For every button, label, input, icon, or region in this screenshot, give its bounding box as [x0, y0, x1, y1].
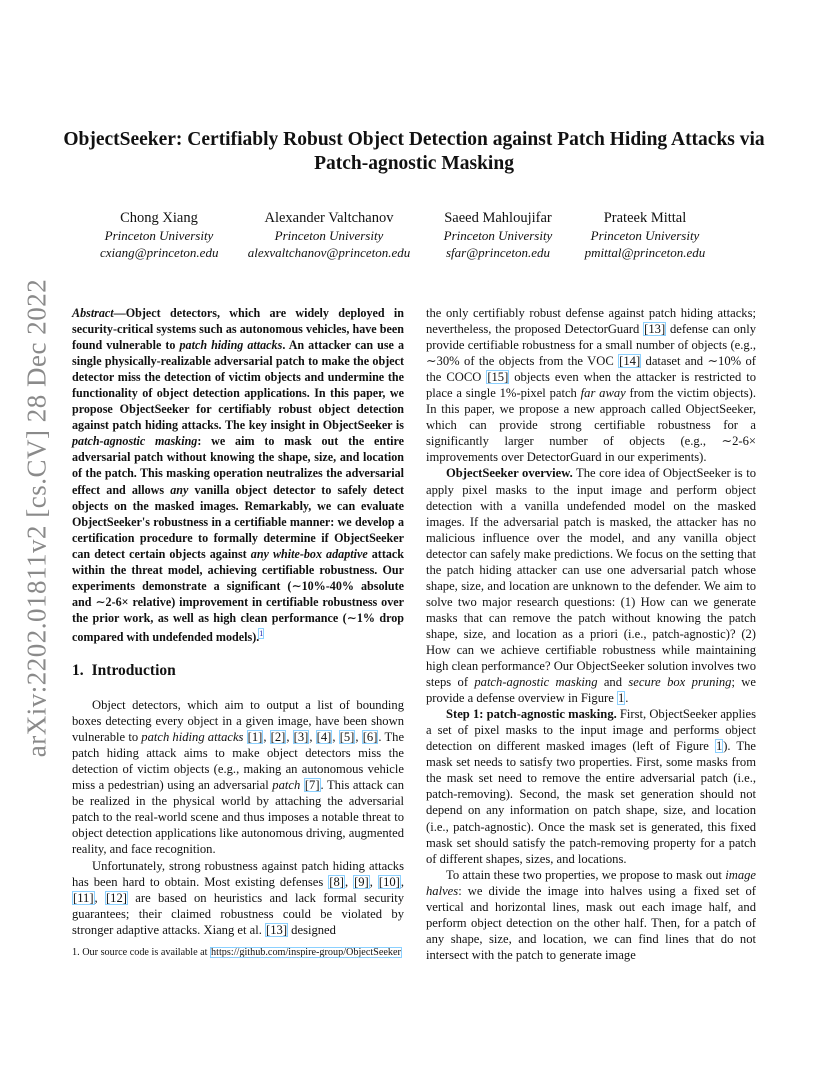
abstract-text: . An attacker can use a single physically-realizable adversarial patch to make the object detector miss the detection of victim objects and undermine the functionality of object detection applications. In this paper, we propose ObjectSeeker for certifiably robust object detection against patch hiding attacks. The key insight in ObjectSeeker is: [72, 338, 404, 433]
citation-link[interactable]: [13]: [644, 322, 666, 337]
paragraph-text: defense can only provide certifiable robustness for a small number of objects (e.g., ∼30% of the objects from the VOC: [426, 322, 756, 369]
citation-link[interactable]: [11]: [73, 890, 94, 905]
author-email: sfar@princeton.edu: [445, 245, 551, 260]
right-column: [426, 305, 756, 963]
source-code-link[interactable]: https://github.com/inspire-group/ObjectSeeker: [211, 947, 401, 958]
author-affiliation: Princeton University: [274, 228, 384, 243]
emphasis: patch hiding attacks: [141, 730, 244, 745]
run-in-heading: ObjectSeeker overview.: [446, 466, 573, 481]
emphasis: far away: [580, 386, 626, 401]
citation-link[interactable]: [9]: [354, 874, 369, 889]
author-1: [100, 210, 218, 261]
run-in-heading: Step 1: patch-agnostic masking.: [446, 707, 617, 722]
abstract-text: —Object detectors, which are widely deployed in security-critical systems such as autonomous vehicles, have been found vulnerable to: [72, 306, 404, 353]
paragraph-text: . This attack can be realized in the physical world by attaching the adversarial patch to the real-world scene and thus imposes a notable threat to object detection applications like autonomous driving, augmented reality, and face recognition.: [72, 778, 404, 857]
paragraph-text: are based on heuristics and lack formal security guarantees; their claimed robustness could be violated by stronger adaptive attacks. Xiang et al.: [72, 890, 404, 937]
section-heading-introduction: [72, 663, 404, 679]
left-column: [72, 305, 404, 938]
paragraph-text: and: [597, 675, 629, 690]
abstract-emphasis: any: [170, 482, 189, 497]
paragraph-text: Object detectors, which aim to output a list of bounding boxes detecting every object in a given image, have been shown vulnerable to: [72, 698, 404, 745]
author-email: alexvaltchanov@princeton.edu: [247, 245, 411, 260]
paragraph-text: : we divide the image into halves using a fixed set of vertical and horizontal lines, mask out each image half, and perform object detection on the other half. Then, for a patch of any shape, size, and location, we can find lines that do not intersect with the patch to generate image: [426, 883, 756, 962]
paragraph-continued: [426, 305, 756, 465]
footnote-text: 1. Our source code is available at: [72, 947, 211, 958]
abstract-text: vanilla object detector to safely detect objects on the masked images. Remarkably, we can evaluate ObjectSeeker's robustness in a certifiable manner: we develop a certification procedure to formally determine if ObjectSeeker can detect certain objects against: [72, 482, 404, 561]
citation-link[interactable]: [4]: [316, 730, 332, 745]
step1-paragraph: [426, 706, 756, 866]
abstract-text: : we aim to mask out the entire adversarial patch without knowing the shape, size, and location of the patch. This masking operation neutralizes the adversarial effect and allows: [72, 434, 404, 497]
citation-link[interactable]: [15]: [487, 370, 509, 385]
author-affiliation: Princeton University: [590, 228, 700, 243]
section-title: Introduction: [91, 662, 176, 680]
paragraph-text: dataset and ∼10% of the COCO: [426, 354, 757, 385]
emphasis: secure box pruning: [628, 675, 732, 690]
abstract: [72, 305, 404, 645]
abstract-emphasis: patch hiding attacks: [179, 338, 283, 353]
abstract-text: attack within the threat model, achieving certifiable robustness. Our experiments demonstrate a significant (∼10%-40% absolute and ∼2-6× relative) improvement in certifiable robustness over the prior work, as well as high clean performance (∼1% drop compared with undefended models).: [72, 546, 404, 644]
citation-link[interactable]: [14]: [619, 354, 641, 369]
citation-link[interactable]: [12]: [105, 890, 127, 905]
footnote: [72, 946, 404, 960]
citation-link[interactable]: [8]: [329, 874, 344, 889]
intro-paragraph-2: Unfortunately, strong robustness against patch hiding attacks has been hard to obtain. Most existing defenses [8], [9], [10], [11], [12] are based on heuristics and lack formal security guarantees; their claimed robustness could be violated by stronger adaptive attacks. Xiang et al. [13] designed: [72, 858, 405, 937]
footnote-marker-link[interactable]: 1: [259, 628, 264, 638]
author-name: Prateek Mittal: [603, 210, 687, 226]
arxiv-identifier: arXiv:2202.01811v2 [cs.CV] 28 Dec 2022: [21, 278, 52, 758]
paragraph-text: ; we provide a defense overview in Figure: [426, 675, 756, 706]
abstract-emphasis: patch-agnostic masking: [72, 434, 198, 449]
citation-link[interactable]: [3]: [293, 730, 309, 745]
paragraph-text: First, ObjectSeeker applies a set of pixel masks to the input image and performs object detection on different masked images (left of Figure: [426, 707, 756, 754]
citation-link[interactable]: [5]: [339, 730, 355, 745]
author-3: [436, 210, 560, 261]
paragraph-text: The core idea of ObjectSeeker is to apply pixel masks to the input image and perform object detection with a vanilla undefended model on the masked images. If the adversarial patch is masked, the attacker has no malicious influence over the model, and any vanilla object detector can safely make predictions. We focus on the setting that the patch hiding attacker can use one adversarial patch whose shape, size, and location are unknown to the defender. We aim to solve two major research questions: (1) How can we generate masks that can remove the patch without knowing the patch shape, size, and location as a priori (i.e., patch-agnostic)? (2) How can we achieve certifiable robustness while maintaining high clean performance? Our ObjectSeeker solution involves two steps of: [426, 466, 756, 690]
author-affiliation: Princeton University: [443, 228, 553, 243]
halves-paragraph: [426, 867, 756, 963]
intro-paragraph-1: Object detectors, which aim to output a list of bounding boxes detecting every object in a given image, have been shown vulnerable to patch hiding attacks [1], [2], [3], [4], [5], [6]. The patch hiding attack aims to make object detectors miss the detection of victim objects (e.g., making an autonomous vehicle miss a pedestrian) using an adversarial patch [7]. This attack can be realized in the physical world by attaching the adversarial patch to the real-world scene and thus imposes a notable threat to object detection applications like autonomous driving, augmented reality, and face recognition.: [72, 698, 405, 857]
author-2: [240, 210, 418, 261]
overview-paragraph: [426, 465, 756, 706]
abstract-label: Abstract: [72, 306, 114, 320]
paper-title: ObjectSeeker: Certifiably Robust Object Detection against Patch Hiding Attacks via Patch-agnostic Masking: [63, 129, 765, 174]
paragraph-text: designed: [288, 922, 336, 937]
author-name: Chong Xiang: [120, 210, 198, 226]
paragraph-text: Unfortunately, strong robustness against patch hiding attacks has been hard to obtain. Most existing defenses: [72, 858, 404, 889]
citation-link[interactable]: [1]: [247, 730, 263, 745]
paragraph-text: .: [625, 691, 629, 706]
author-email: pmittal@princeton.edu: [584, 245, 706, 260]
author-affiliation: Princeton University: [104, 228, 214, 243]
paragraph-text: from the victim objects). In this paper, we propose a new approach called ObjectSeeker, which can provide strong certifiable robustness for a significantly larger number of objects (e.g., ∼2-6× improvements over DetectorGuard in our experiments).: [426, 386, 756, 465]
abstract-emphasis: any white-box adaptive: [250, 546, 368, 561]
paragraph-text: ). The mask set needs to satisfy two properties. First, some masks from the mask set need to remove the entire adversarial patch (i.e., patch-removing). Second, the mask set generation should not depend on any information on patch shape, size, and location (i.e., patch-agnostic). Once the mask set is generated, this fixed mask set should satisfy the patch-removing property for a patch of different shapes, sizes, and locations.: [426, 739, 756, 866]
section-number: 1.: [72, 662, 84, 680]
figure-reference-link[interactable]: 1: [617, 691, 625, 706]
citation-link[interactable]: [7]: [304, 778, 320, 793]
figure-reference-link[interactable]: 1: [715, 739, 723, 754]
emphasis: patch: [272, 778, 301, 793]
paragraph-text: . The patch hiding attack aims to make object detectors miss the detection of victim objects (e.g., making an autonomous vehicle miss a pedestrian) using an adversarial: [72, 730, 405, 793]
author-name: Saeed Mahloujifar: [444, 210, 552, 226]
citation-link[interactable]: [6]: [362, 730, 378, 745]
paragraph-text: the only certifiably robust defense against patch hiding attacks; nevertheless, the proposed DetectorGuard: [426, 306, 756, 337]
author-email: cxiang@princeton.edu: [100, 245, 219, 260]
citation-link[interactable]: [2]: [270, 730, 286, 745]
author-name: Alexander Valtchanov: [264, 210, 394, 226]
emphasis: patch-agnostic masking: [474, 675, 598, 690]
citation-link[interactable]: [10]: [378, 874, 400, 889]
paragraph-text: objects even when the attacker is restricted to place a single 1%-pixel patch: [426, 370, 757, 401]
author-4: [576, 210, 714, 261]
citation-link[interactable]: [13]: [266, 922, 288, 937]
arxiv-watermark: [12, 0, 62, 1072]
emphasis: image halves: [426, 867, 756, 898]
paragraph-text: To attain these two properties, we propose to mask out: [446, 867, 726, 882]
